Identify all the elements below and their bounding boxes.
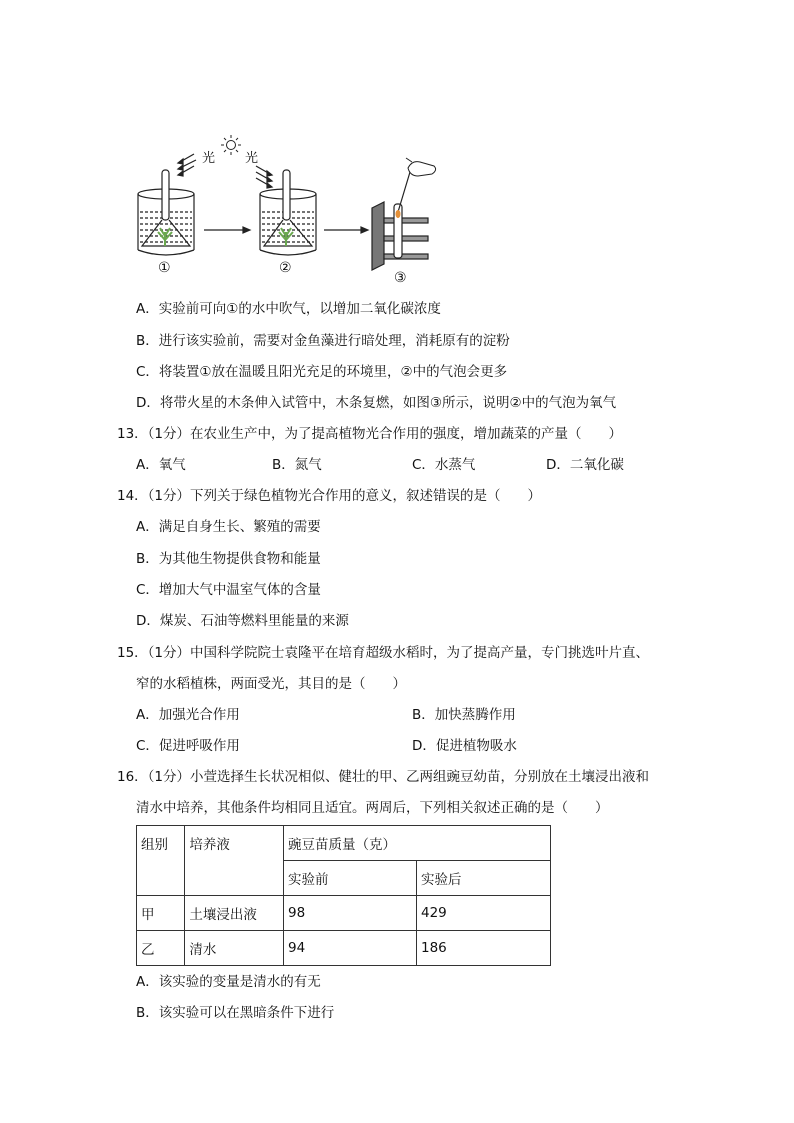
q12-option-c[interactable]: C．将装置①放在温暖且阳光充足的环境里，②中的气泡会更多	[136, 364, 508, 380]
q15-option-b[interactable]: B．加快蒸腾作用	[412, 707, 516, 723]
header-medium: 培养液	[185, 826, 284, 896]
q16-option-a[interactable]: A．该实验的变量是清水的有无	[136, 974, 321, 990]
q15-option-a[interactable]: A．加强光合作用	[136, 707, 240, 723]
q12-option-b[interactable]: B．进行该实验前，需要对金鱼藻进行暗处理，消耗原有的淀粉	[136, 333, 510, 349]
arrow-1	[204, 227, 250, 233]
cell-group: 甲	[137, 896, 185, 931]
q13-option-d[interactable]: D．二氧化碳	[546, 457, 624, 473]
header-after: 实验后	[417, 861, 551, 896]
q15-stem-line-2: 窄的水稻植株，两面受光，其目的是（ ）	[136, 676, 406, 692]
q16-option-b[interactable]: B．该实验可以在黑暗条件下进行	[136, 1005, 335, 1021]
q14-option-d[interactable]: D．煤炭、石油等燃料里能量的来源	[136, 613, 349, 629]
glowing-splint-icon	[396, 172, 411, 218]
cell-medium: 清水	[185, 931, 284, 966]
table-row	[137, 931, 551, 966]
plant-icon-2	[279, 228, 293, 246]
q16-stem-line-1: 16．（1分）小萱选择生长状况相似、健壮的甲、乙两组豌豆幼苗，分别放在土壤浸出液和	[117, 769, 650, 785]
q13-option-c[interactable]: C．水蒸气	[412, 457, 476, 473]
q15-stem-line-1: 15．（1分）中国科学院院士袁隆平在培育超级水稻时，为了提高产量，专门挑选叶片直、	[117, 645, 650, 661]
experiment-figure	[128, 132, 448, 290]
pea-seedling-table	[136, 825, 551, 966]
step-label-1: ①	[158, 260, 171, 276]
q13-option-b[interactable]: B．氮气	[272, 457, 322, 473]
q14-option-a[interactable]: A．满足自身生长、繁殖的需要	[136, 519, 321, 535]
table-row	[137, 896, 551, 931]
sun-icon	[221, 135, 241, 155]
cell-medium: 土壤浸出液	[185, 896, 284, 931]
q16-stem-line-2: 清水中培养，其他条件均相同且适宜。两周后，下列相关叙述正确的是（ ）	[136, 800, 609, 816]
q15-option-c[interactable]: C．促进呼吸作用	[136, 738, 240, 754]
step-label-3: ③	[394, 270, 407, 286]
q14-option-b[interactable]: B．为其他生物提供食物和能量	[136, 551, 321, 567]
plant-icon-1	[158, 228, 172, 246]
hand-icon	[406, 158, 436, 176]
arrow-2	[324, 227, 368, 233]
q13-stem: 13．（1分）在农业生产中，为了提高植物光合作用的强度，增加蔬菜的产量（ ）	[117, 426, 623, 442]
cell-group: 乙	[137, 931, 185, 966]
light-rays-left	[178, 154, 196, 176]
cell-before: 94	[284, 931, 417, 966]
q12-option-d[interactable]: D．将带火星的木条伸入试管中，木条复燃，如图③所示，说明②中的气泡为氧气	[136, 395, 617, 411]
beaker-2	[260, 170, 316, 255]
q14-stem: 14．（1分）下列关于绿色植物光合作用的意义，叙述错误的是（ ）	[117, 488, 542, 504]
header-before: 实验前	[284, 861, 417, 896]
header-group: 组别	[137, 826, 185, 896]
light-label-left: 光	[202, 151, 216, 166]
table-header-row	[137, 826, 551, 861]
q15-option-d[interactable]: D．促进植物吸水	[412, 738, 517, 754]
step-label-2: ②	[279, 260, 292, 276]
header-mass: 豌豆苗质量（克）	[284, 826, 551, 861]
q13-option-a[interactable]: A．氧气	[136, 457, 186, 473]
light-rays-right	[256, 166, 272, 188]
q12-option-a[interactable]: A．实验前可向①的水中吹气，以增加二氧化碳浓度	[136, 301, 441, 317]
q14-option-c[interactable]: C．增加大气中温室气体的含量	[136, 582, 321, 598]
cell-after: 429	[417, 896, 551, 931]
light-label-right: 光	[245, 151, 259, 166]
cell-after: 186	[417, 931, 551, 966]
cell-before: 98	[284, 896, 417, 931]
